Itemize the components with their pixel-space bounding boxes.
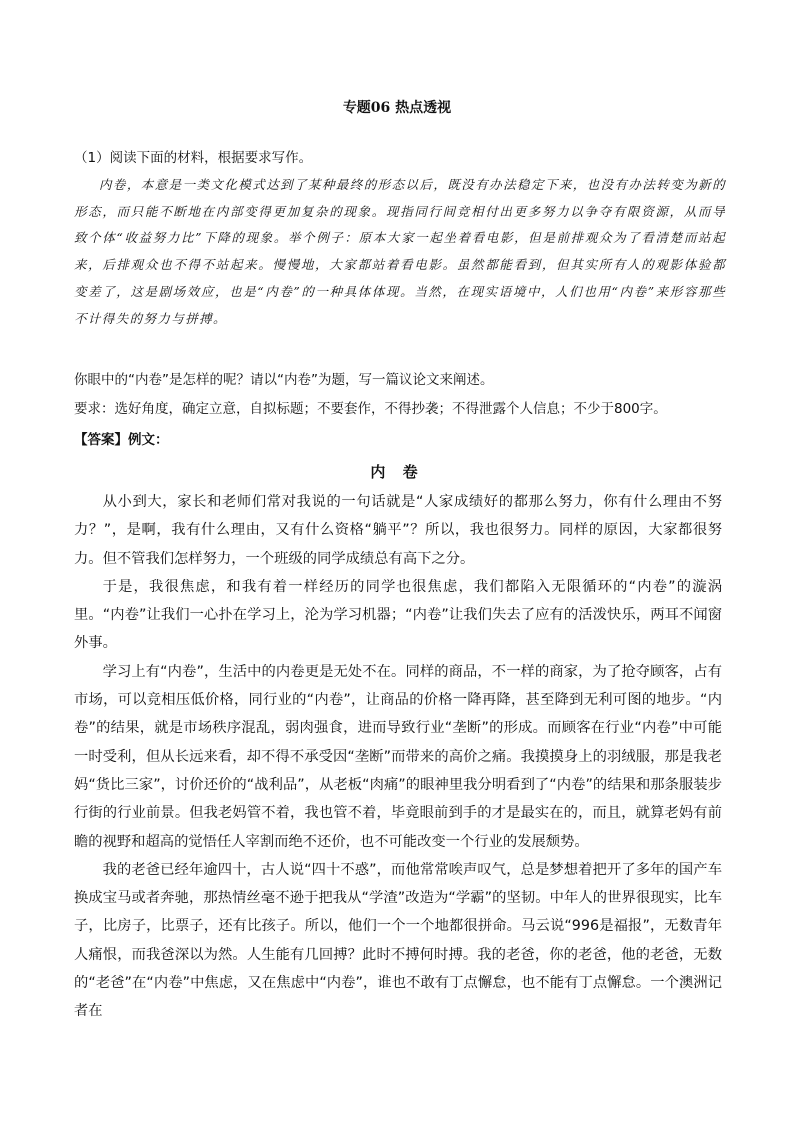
writing-prompt: 你眼中的“内卷”是怎样的呢？请以“内卷”为题，写一篇议论文来阐述。 bbox=[74, 372, 494, 388]
essay-paragraph: 于是，我很焦虑，和我有着一样经历的同学也很焦虑，我们都陷入无限循环的“内卷”的漩涡里。“内卷”让我们一心扑在学习上，沦为学习机器；“内卷”让我们失去了应有的活泼快乐，两耳不闻窗外事。 bbox=[74, 578, 722, 652]
essay-paragraph: 我的老爸已经年逾四十，古人说“四十不惑”，而他常常唉声叹气，总是梦想着把开了多年的国产车换成宝马或者奔驰，那热情丝毫不逊于把我从“学渣”改造为“学霸”的坚韧。中年人的世界很现实，比车子，比房子，比票子，还有比孩子。所以，他们一个一个地都很拼命。马云说“996是福报”，无数青年人痛恨，而我爸深以为然。人生能有几回搏？此时不搏何时搏。我的老爸，你的老爸，他的老爸，无数的“老爸”在“内卷”中焦虑，又在焦虑中“内卷”，谁也不敢有丁点懈怠，也不能有丁点懈怠。一个澳洲记者在 bbox=[74, 861, 722, 1020]
material-passage bbox=[74, 172, 726, 332]
essay-paragraph: 学习上有“内卷”，生活中的内卷更是无处不在。同样的商品，不一样的商家，为了抢夺顾客，占有市场，可以竞相压低价格，同行业的“内卷”，让商品的价格一降再降，甚至降到无利可图的地步。“内卷”的结果，就是市场秩序混乱，弱肉强食，进而导致行业“垄断”的形成。而顾客在行业“内卷”中可能一时受利，但从长远来看，却不得不承受因“垄断”而带来的高价之痛。我摸摸身上的羽绒服，那是我老妈“货比三家”，讨价还价的“战利品”，从老板“肉痛”的眼神里我分明看到了“内卷”的结果和那条服装步行街的行业前景。但我老妈管不着，我也管不着，毕竟眼前到手的才是最实在的，而且，就算老妈有前瞻的视野和超高的觉悟任人宰割而绝不还价，也不可能改变一个行业的发展颓势。 bbox=[74, 663, 722, 850]
material-text: 内卷，本意是一类文化模式达到了某种最终的形态以后，既没有办法稳定下来，也没有办法转变为新的形态，而只能不断地在内部变得更加复杂的现象。现指同行间竞相付出更多努力以争夺有限资源，从而导致个体“收益努力比”下降的现象。举个例子：原本大家一起坐着看电影，但是前排观众为了看清楚而站起来，后排观众也不得不站起来。慢慢地，大家都站着看电影。虽然都能看到，但其实所有人的观影体验都变差了，这是剧场效应，也是“内卷”的一种具体体现。当然，在现实语境中，人们也用“内卷”来形容那些不计得失的努力与拼搏。 bbox=[74, 177, 726, 326]
essay-body bbox=[74, 488, 722, 1026]
question-label: （1）阅读下面的材料，根据要求写作。 bbox=[74, 150, 313, 166]
answer-label: 【答案】例文： bbox=[74, 432, 169, 448]
document-title: 专题06 热点透视 bbox=[342, 100, 452, 116]
essay-title: 内 卷 bbox=[370, 463, 424, 481]
essay-paragraph: 从小到大，家长和老师们常对我说的一句话就是“人家成绩好的都那么努力，你有什么理由不努力？”，是啊，我有什么理由，又有什么资格“躺平”？所以，我也很努力。同样的原因，大家都很努力。但不管我们怎样努力，一个班级的同学成绩总有高下之分。 bbox=[74, 494, 722, 567]
writing-requirements: 要求：选好角度，确定立意，自拟标题；不要套作，不得抄袭；不得泄露个人信息；不少于800字。 bbox=[74, 401, 667, 417]
